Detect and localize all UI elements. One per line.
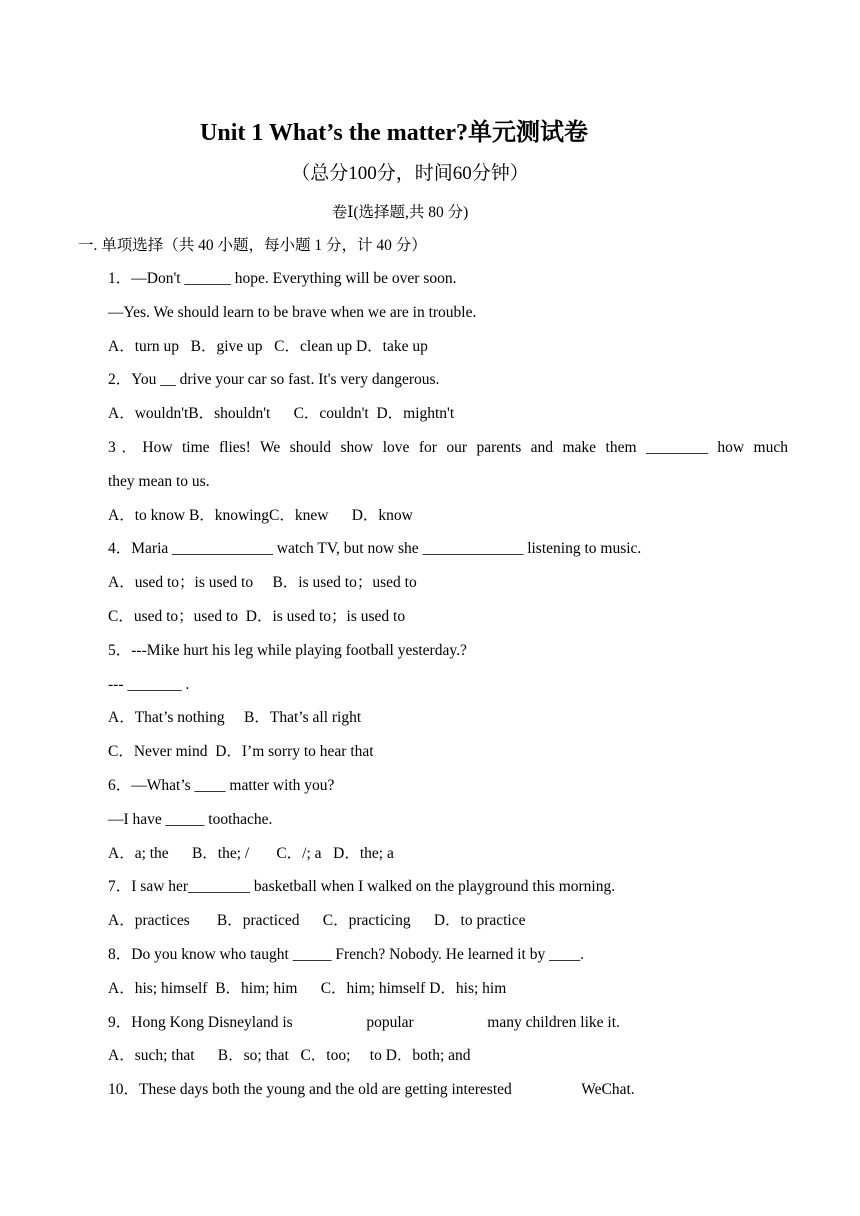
question-line: 4．Maria _____________ watch TV, but now she _____________ listening to music. [108,540,642,558]
question-line: 3．How time flies! We should show love for our parents and make them ________ how much [108,438,788,456]
question-line: --- _______ . [108,675,190,693]
question-line: they mean to us. [108,472,210,490]
question-line: —I have _____ toothache. [108,810,273,828]
page-title: Unit 1 What’s the matter?单元测试卷 [200,120,588,146]
answer-options: A．a; the B．the; / C．/; a D．the; a [108,844,394,862]
answer-options: A．his; himself B．him; him C．him; himself D．his; him [108,979,507,997]
question-line: 7．I saw her________ basketball when I walked on the playground this morning. [108,878,616,896]
question-line: 9．Hong Kong Disneyland is popular many children like it. [108,1013,620,1031]
section-heading: 一. 单项选择（共 40 小题，每小题 1 分，计 40 分） [78,237,427,254]
answer-options: A．used to；is used to B．is used to；used to [108,574,417,592]
answer-options: A．to know B．knowingC．knew D．know [108,506,413,524]
answer-options: A．That’s nothing B．That’s all right [108,709,362,727]
question-line: 8．Do you know who taught _____ French? Nobody. He learned it by ____. [108,945,584,963]
question-list [108,264,788,1109]
question-line: 10．These days both the young and the old are getting interested WeChat. [108,1081,635,1099]
question-line: 6．—What’s ____ matter with you? [108,776,335,794]
question-line: 1．—Don't ______ hope. Everything will be over soon. [108,270,457,287]
answer-options: C．used to；used to D．is used to；is used to [108,607,406,625]
answer-options: C．Never mind D．I’m sorry to hear that [108,743,374,761]
volume-heading: 卷Ⅰ(选择题,共 80 分) [331,204,469,221]
answer-options: A．such; that B．so; that C．too; to D．both; and [108,1047,471,1065]
answer-options: A．wouldn'tB．shouldn't C．couldn't D．mightn't [108,405,455,423]
question-line: 5．---Mike hurt his leg while playing football yesterday.? [108,641,467,659]
answer-options: A．turn up B．give up C．clean up D．take up [108,337,428,355]
exam-info: （总分100分，时间60分钟） [291,163,529,184]
question-line: 2．You __ drive your car so fast. It's very dangerous. [108,371,440,389]
question-line: —Yes. We should learn to be brave when we are in trouble. [108,303,477,321]
answer-options: A．practices B．practiced C．practicing D．to practice [108,912,526,930]
